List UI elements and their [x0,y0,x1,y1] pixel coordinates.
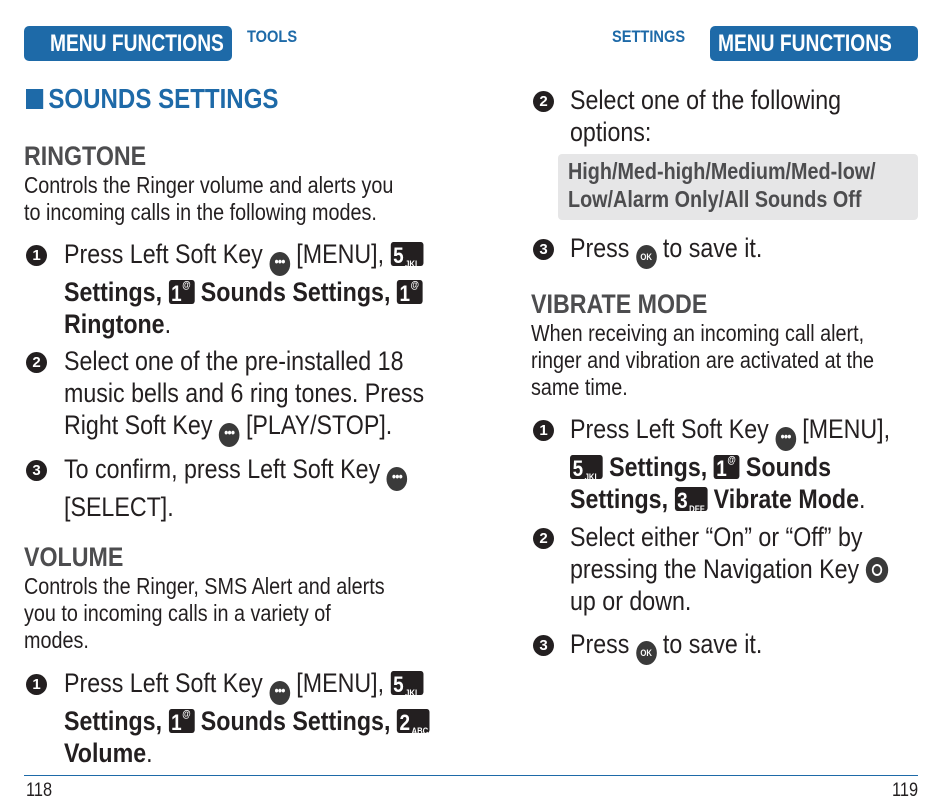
vibrate-step-2: Select either “On” or “Off” by pressing the Navigation Key up or down. [570,521,940,617]
key-5-icon: 5 JKL [390,671,423,695]
step-number-3: 3 [26,460,47,481]
ok-key-icon: OK [636,245,657,269]
right-soft-key-icon: ••• [219,423,240,447]
key-1-icon: 1 @ [169,709,195,733]
ringtone-step-3: To confirm, press Left Soft Key ••• [SELECT]. [64,453,463,523]
left-soft-key-icon: ••• [269,252,290,276]
key-5-icon: 5 JKL [390,242,423,266]
step-number-1: 1 [533,420,554,441]
vibrate-save-step: Press OK to save it. [570,628,794,665]
save-step: Press OK to save it. [570,232,794,269]
vibrate-step-1: Press Left Soft Key ••• [MENU], 5 JKL Settings, 1 @ Sounds Settings, 3 DEF Vibrate Mode. [570,414,891,514]
volume-description: Controls the Ringer, SMS Alert and alerts you to incoming calls in a variety of modes. [24,573,385,653]
navigation-key-icon [866,557,888,583]
ringtone-step-2: Select one of the pre-installed 18 music bells and 6 ring tones. Press Right Soft Key ••• [PLAY/STOP]. [64,345,483,447]
volume-step-1: Press Left Soft Key ••• [MENU], 5 JKL Settings, 1 @ Sounds Settings, 2 ABC Volume. [64,668,429,768]
step-number-2: 2 [533,528,554,549]
ok-key-icon: OK [636,641,657,665]
ringtone-step-1: Press Left Soft Key ••• [MENU], 5 JKL Settings, 1 @ Sounds Settings, 1 @ Ringtone. [64,238,482,340]
vibrate-mode-heading: VIBRATE MODE [531,289,708,319]
footer-divider [24,775,918,776]
left-soft-key-icon: ••• [387,467,408,491]
key-3-icon: 3 DEF [675,487,708,511]
key-1-icon: 1 @ [397,280,423,304]
key-1-icon: 1 @ [169,280,195,304]
section-tag-tools: TOOLS [247,27,298,46]
step-number-2: 2 [533,91,554,112]
page-number-left: 118 [26,780,53,801]
step-number-3: 3 [533,239,554,260]
key-1-icon: 1 @ [714,455,740,479]
page-number-right: 119 [892,780,919,801]
step-number-2: 2 [26,352,47,373]
left-soft-key-icon: ••• [775,427,796,451]
menu-functions-tab-right: MENU FUNCTIONS [710,26,918,61]
ringtone-heading: RINGTONE [24,141,147,171]
key-5-icon: 5 JKL [570,455,603,479]
square-bullet-icon [26,89,43,109]
left-soft-key-icon: ••• [269,681,290,705]
step-number-1: 1 [26,245,47,266]
ringtone-step-2-continued: Select one of the following options: [570,85,842,147]
vibrate-mode-description: When receiving an incoming call alert, ringer and vibration are activated at the same time. [531,320,875,400]
section-title: SOUNDS SETTINGS [26,83,320,115]
step-number-1: 1 [26,674,47,695]
options-box: High/Med-high/Medium/Med-low/ Low/Alarm Only/All Sounds Off [558,154,918,220]
menu-functions-tab-left: MENU FUNCTIONS [24,26,232,61]
key-2-icon: 2 ABC [397,709,430,733]
section-tag-settings: SETTINGS [612,27,686,46]
volume-heading: VOLUME [24,542,124,572]
step-number-3: 3 [533,635,554,656]
ringtone-description: Controls the Ringer volume and alerts you to incoming calls in the following modes. [24,172,394,225]
